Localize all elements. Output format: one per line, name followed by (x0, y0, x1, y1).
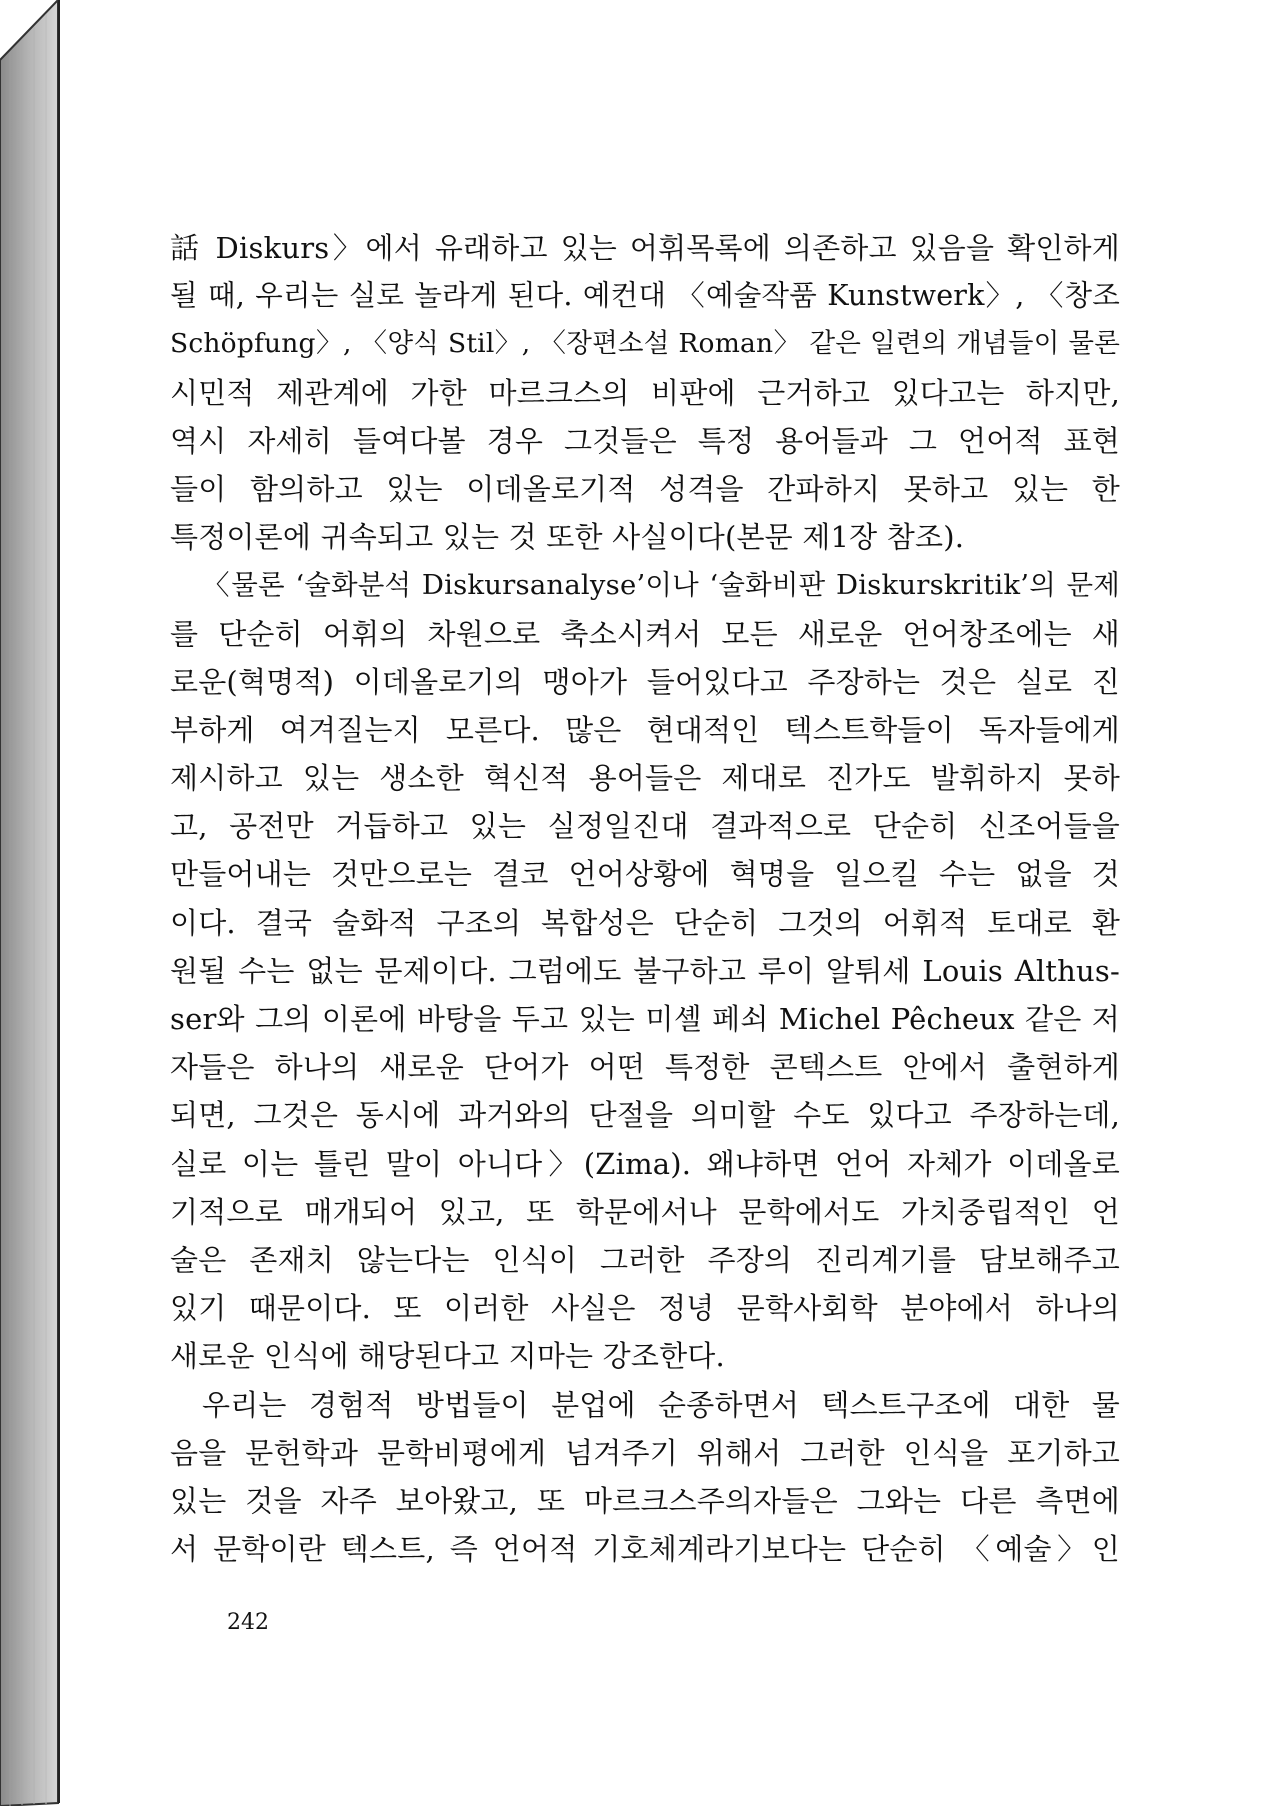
text-line: 새로운 인식에 해당된다고 지마는 강조한다. (170, 1339, 725, 1374)
text-line: 되면, 그것은 동시에 과거와의 단절을 의미할 수도 있다고 주장하는데, (170, 1098, 1120, 1133)
text-line: 우리는 경험적 방법들이 분업에 순종하면서 텍스트구조에 대한 물 (202, 1387, 1120, 1422)
body-text (170, 224, 1120, 1573)
text-line: 기적으로 매개되어 있고, 또 학문에서나 문학에서도 가치중립적인 언 (170, 1194, 1120, 1229)
text-line: 음을 문헌학과 문학비평에게 넘겨주기 위해서 그러한 인식을 포기하고 (170, 1435, 1120, 1470)
text-line: 를 단순히 어휘의 차원으로 축소시켜서 모든 새로운 언어창조에는 새 (170, 616, 1120, 651)
text-line: 만들어내는 것만으로는 결코 언어상황에 혁명을 일으킬 수는 없을 것 (170, 857, 1120, 892)
text-line: 들이 함의하고 있는 이데올로기적 성격을 간파하지 못하고 있는 한 (170, 471, 1120, 506)
text-line: 話 Diskurs〉에서 유래하고 있는 어휘목록에 의존하고 있음을 확인하게 (170, 231, 1120, 265)
text-line: 고, 공전만 거듭하고 있는 실정일진대 결과적으로 단순히 신조어들을 (170, 809, 1120, 844)
text-line: 원될 수는 없는 문제이다. 그럼에도 불구하고 루이 알튀세 Louis Althus- (170, 953, 1120, 988)
text-line: 있기 때문이다. 또 이러한 사실은 정녕 문학사회학 분야에서 하나의 (170, 1291, 1120, 1326)
text-line: 될 때, 우리는 실로 놀라게 된다. 예컨대 〈예술작품 Kunstwerk〉, 〈창조 (170, 279, 1120, 313)
text-line: Schöpfung〉, 〈양식 Stil〉, 〈장편소설 Roman〉 같은 일련의 개념들이 물론 (170, 328, 1120, 360)
text-line: 서 문학이란 텍스트, 즉 언어적 기호체계라기보다는 단순히 〈예술〉인 (170, 1532, 1120, 1567)
text-line: 자들은 하나의 새로운 단어가 어떤 특정한 콘텍스트 안에서 출현하게 (170, 1050, 1120, 1085)
page-number: 242 (227, 1610, 269, 1635)
text-line: 제시하고 있는 생소한 혁신적 용어들은 제대로 진가도 발휘하지 못하 (170, 761, 1120, 796)
text-line: 실로 이는 틀린 말이 아니다〉(Zima). 왜냐하면 언어 자체가 이데올로 (170, 1146, 1120, 1181)
text-line: 특정이론에 귀속되고 있는 것 또한 사실이다(본문 제1장 참조). (170, 520, 965, 555)
text-line: 역시 자세히 들여다볼 경우 그것들은 특정 용어들과 그 언어적 표현 (170, 423, 1120, 458)
text-line: 술은 존재치 않는다는 인식이 그러한 주장의 진리계기를 담보해주고 (170, 1242, 1120, 1277)
text-line: 〈물론 ‘술화분석 Diskursanalyse’이나 ‘술화비판 Diskurskritik’의 문제 (202, 569, 1120, 602)
text-line: ser와 그의 이론에 바탕을 두고 있는 미셸 페쇠 Michel Pêcheux 같은 저 (170, 1002, 1120, 1036)
text-line: 있는 것을 자주 보아왔고, 또 마르크스주의자들은 그와는 다른 측면에 (170, 1483, 1120, 1518)
text-line: 이다. 결국 술화적 구조의 복합성은 단순히 그것의 어휘적 토대로 환 (170, 905, 1120, 940)
text-line: 부하게 여겨질는지 모른다. 많은 현대적인 텍스트학들이 독자들에게 (170, 712, 1120, 747)
text-line: 시민적 제관계에 가한 마르크스의 비판에 근거하고 있다고는 하지만, (170, 375, 1120, 410)
text-line: 로운(혁명적) 이데올로기의 맹아가 들어있다고 주장하는 것은 실로 진 (170, 664, 1120, 699)
